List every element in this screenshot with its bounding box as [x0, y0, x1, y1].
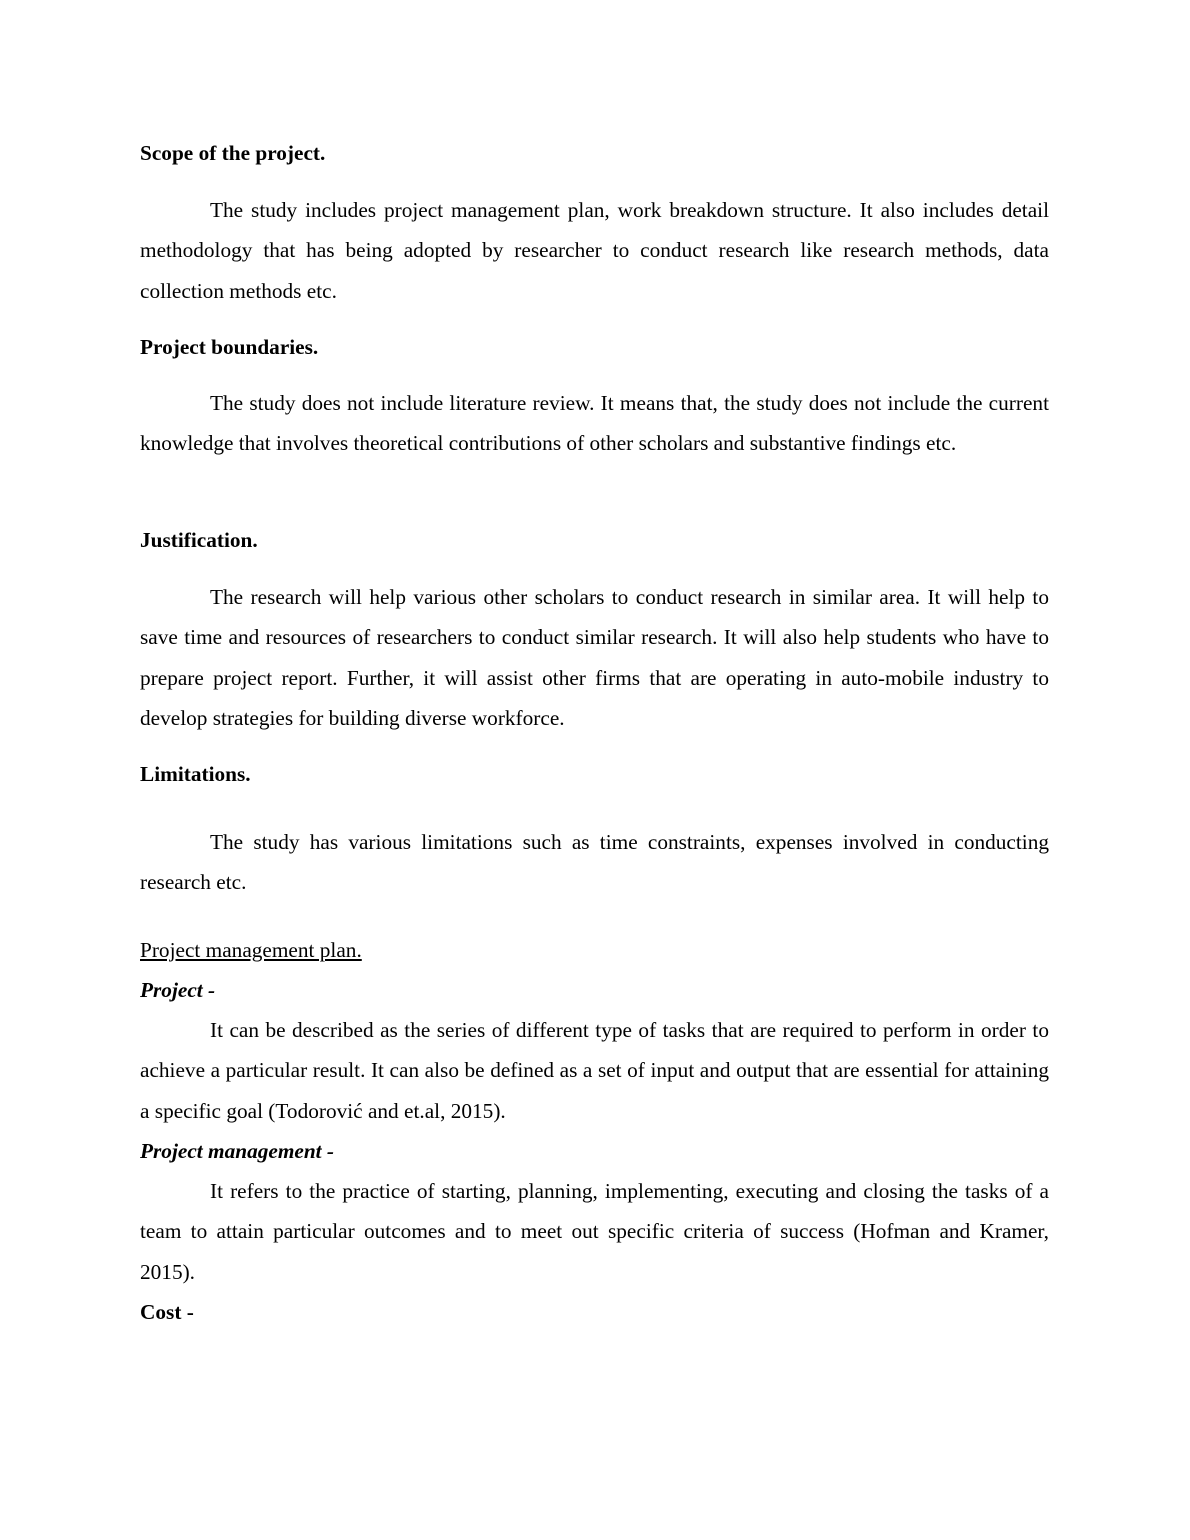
heading-justification: Justification.	[140, 528, 258, 552]
paragraph-project-definition: It can be described as the series of different type of tasks that are required to perform in order to achieve a particular result. It can also be defined as a set of input and output that are essential for attaining a specific goal (Todorović and et.al, 2015).	[140, 1018, 1049, 1123]
paragraph-justification: The research will help various other scholars to conduct research in similar area. It will help to save time and resources of researchers to conduct similar research. It will also help students who have to prepare project report. Further, it will assist other firms that are operating in auto-mobile industry to develop strategies for building diverse workforce.	[140, 585, 1049, 730]
term-project: Project -	[140, 978, 216, 1002]
paragraph-scope: The study includes project management plan, work breakdown structure. It also includes detail methodology that has being adopted by researcher to conduct research like research methods, data collection methods etc.	[140, 198, 1049, 303]
heading-boundaries: Project boundaries.	[140, 335, 319, 359]
heading-limitations: Limitations.	[140, 762, 251, 786]
heading-project-management-plan: Project management plan.	[140, 938, 362, 962]
paragraph-boundaries: The study does not include literature review. It means that, the study does not include the current knowledge that involves theoretical contributions of other scholars and substantive findings etc.	[140, 391, 1049, 456]
paragraph-project-management-definition: It refers to the practice of starting, planning, implementing, executing and closing the tasks of a team to attain particular outcomes and to meet out specific criteria of success (Hofman and Kramer, 2015).	[140, 1179, 1049, 1284]
paragraph-limitations: The study has various limitations such as time constraints, expenses involved in conducting research etc.	[140, 830, 1049, 895]
heading-scope: Scope of the project.	[140, 141, 326, 165]
term-cost: Cost -	[140, 1300, 194, 1324]
term-project-management: Project management -	[140, 1139, 335, 1163]
